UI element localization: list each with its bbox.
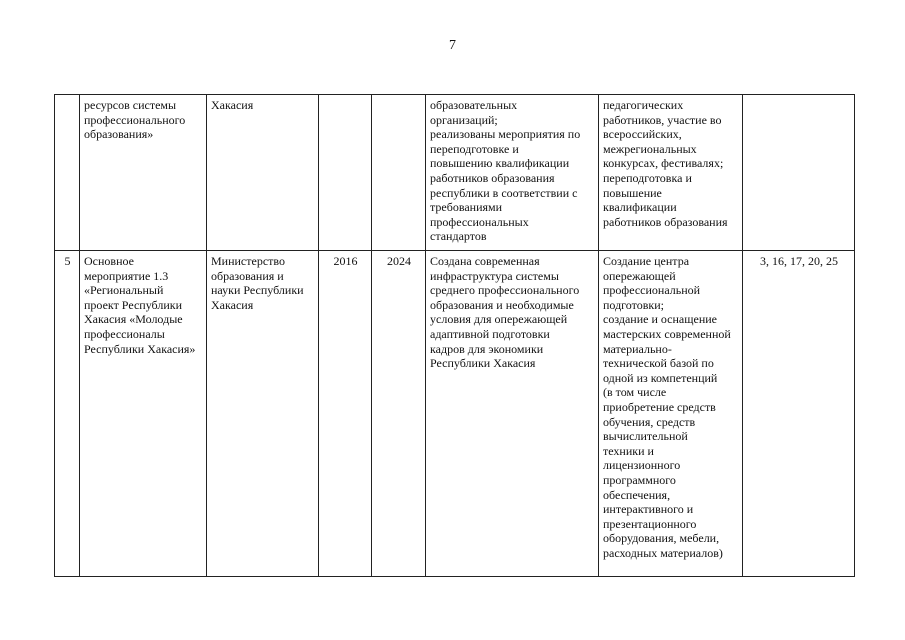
cell-text-line: интерактивного и [603, 502, 694, 517]
cell-text-line: ресурсов системы [84, 98, 177, 112]
start-year-cell [319, 95, 372, 251]
cell-text-line: реализованы мероприятия по [430, 127, 581, 142]
cell-text-line: конкурсах, фестивалях; [603, 156, 724, 171]
executor-cell [207, 95, 319, 251]
table-row [55, 251, 855, 577]
cell-text-line: мероприятие 1.3 [84, 268, 169, 283]
cell-text-line: создание и оснащение [603, 312, 717, 327]
start-year-cell: 2016 [319, 251, 372, 577]
cell-text-line: техники и [603, 443, 654, 458]
cell-text-line: Республики Хакасия» [84, 341, 196, 356]
cell-text-line: стандартов [430, 229, 487, 244]
cell-text-line: профессиональных [430, 214, 529, 229]
cell-text-line: Создание центра [603, 254, 690, 268]
cell-text-line: вычислительной [603, 429, 688, 444]
cell-text-line: мастерских современной [603, 326, 731, 341]
end-year-cell: 2024 [372, 251, 426, 577]
cell-text-line: Создана современная [430, 254, 540, 268]
end-year-cell [372, 95, 426, 251]
cell-text-line: республики в соответствии с [430, 185, 578, 200]
cell-text-line: требованиями [430, 200, 503, 215]
expected-result-cell [426, 251, 599, 577]
cell-text-line: работников, участие во [603, 112, 722, 127]
row-number-cell: 5 [55, 251, 80, 577]
row-number-cell [55, 95, 80, 251]
cell-text-line: Хакасия «Молодые [84, 312, 183, 327]
cell-text-line: повышению квалификации [430, 156, 570, 171]
cell-text-line: обучения, средств [603, 414, 696, 429]
executor-cell [207, 251, 319, 577]
indicator-links-cell: 3, 16, 17, 20, 25 [743, 251, 855, 577]
cell-text-line: (в том числе [603, 385, 667, 400]
cell-text-line: опережающей [603, 268, 676, 283]
cell-text-line: профессиональной [603, 283, 701, 298]
cell-text-line: образования и необходимые [430, 297, 574, 312]
cell-text-line: Хакасия [211, 98, 254, 112]
event-name-cell [80, 95, 207, 251]
event-name-cell [80, 251, 207, 577]
cell-text-line: образования и [211, 268, 284, 283]
cell-text-line: условия для опережающей [430, 312, 568, 327]
cell-text-line: профессионального [84, 112, 186, 127]
cell-text-line: «Региональный [84, 283, 164, 298]
cell-text-line: работников образования [603, 214, 728, 229]
table-body [55, 95, 855, 577]
cell-text-line: образования» [84, 127, 154, 142]
cell-text-line: межрегиональных [603, 141, 697, 156]
cell-text-line: инфраструктура системы [430, 268, 559, 283]
cell-text-line: программного [603, 472, 676, 487]
cell-text-line: адаптивной подготовки [430, 326, 550, 341]
cell-text-line: квалификации [603, 200, 677, 215]
cell-text-line: педагогических [603, 98, 684, 112]
cell-text-line: презентационного [603, 516, 697, 531]
cell-text-line: организаций; [430, 112, 498, 127]
cell-text-line: обеспечения, [603, 487, 671, 502]
cell-text-line: Министерство [211, 254, 285, 268]
cell-text-line: образовательных [430, 98, 518, 112]
cell-text-line: приобретение средств [603, 399, 716, 414]
cell-text-line: переподготовка и [603, 170, 692, 185]
cell-text-line: одной из компетенций [603, 370, 718, 385]
cell-text-line: кадров для экономики [430, 341, 544, 356]
cell-text-line: повышение [603, 185, 662, 200]
cell-text-line: Основное [84, 254, 134, 268]
page-number: 7 [449, 38, 456, 53]
cell-text-line: оборудования, мебели, [603, 531, 720, 546]
cell-text-line: лицензионного [603, 458, 681, 473]
cell-text-line: всероссийских, [603, 127, 682, 142]
cell-text-line: науки Республики [211, 283, 304, 298]
cell-text-line: Хакасия [211, 297, 254, 312]
indicator-links-cell [743, 95, 855, 251]
cell-text-line: технической базой по [603, 356, 714, 371]
main-directions-cell [599, 95, 743, 251]
cell-text-line: переподготовке и [430, 141, 519, 156]
cell-text-line: среднего профессионального [430, 283, 580, 298]
expected-result-cell [426, 95, 599, 251]
cell-text-line: расходных материалов) [603, 545, 723, 560]
cell-text-line: проект Республики [84, 297, 183, 312]
cell-text-line: Республики Хакасия [430, 356, 536, 371]
main-directions-cell [599, 251, 743, 577]
cell-text-line: профессионалы [84, 326, 165, 341]
cell-text-line: работников образования [430, 170, 555, 185]
program-table [54, 94, 855, 577]
table-row [55, 95, 855, 251]
cell-text-line: материально- [603, 341, 672, 356]
cell-text-line: подготовки; [603, 297, 664, 312]
